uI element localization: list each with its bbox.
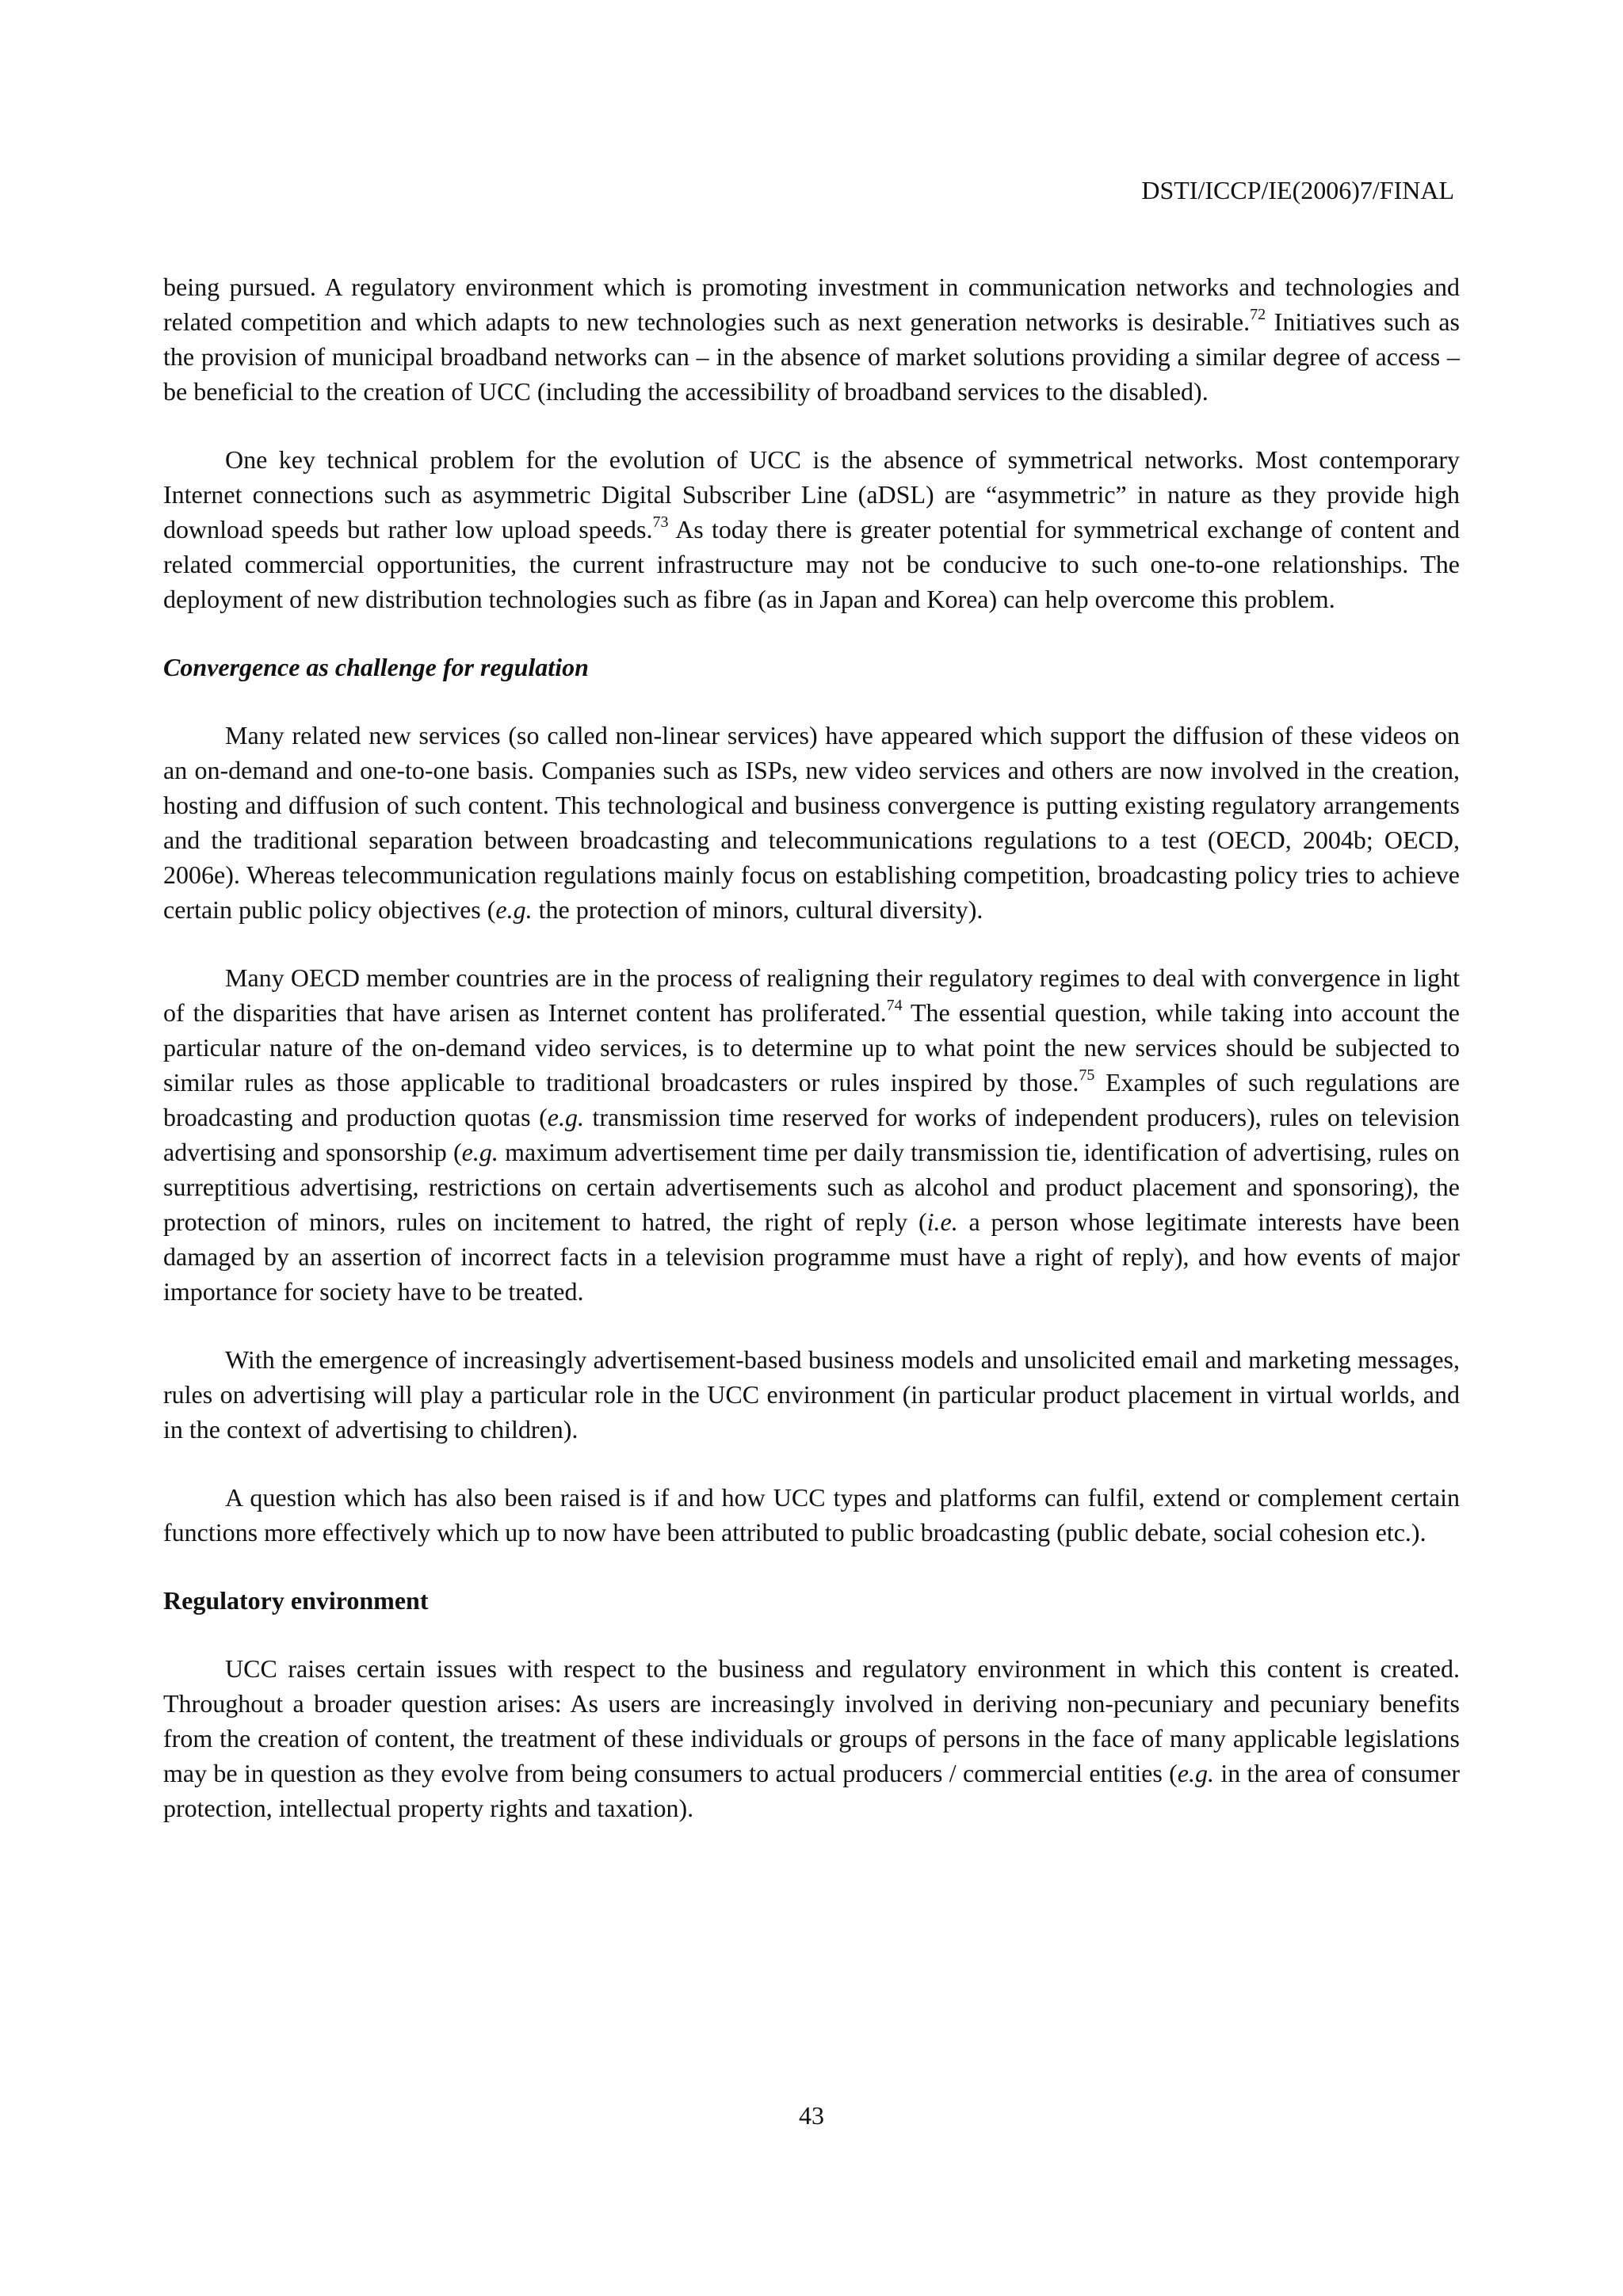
abbrev-eg: e.g.: [495, 895, 533, 924]
document-identifier: DSTI/ICCP/IE(2006)7/FINAL: [1141, 176, 1454, 204]
text-run: being pursued. A regulatory environment which is promoting investment in communication networks and technologies and related competition and which adapts to new technologies such as next generation networks is desirable.: [163, 273, 1460, 336]
body-text: [163, 269, 1460, 1825]
text-run: in the area of consumer protection, intellectual property rights and taxation).: [163, 1759, 1461, 1822]
section-heading-regulatory-environment: Regulatory environment: [163, 1586, 429, 1615]
text-run: transmission time reserved for works of independent producers), rules on television advertising and sponsorship (: [163, 1103, 1461, 1166]
page-number: 43: [799, 2101, 824, 2130]
paragraph-non-linear-services: [163, 718, 1460, 927]
abbrev-eg: e.g.: [547, 1103, 584, 1131]
text-run: Many related new services (so called non-linear services) have appeared which support the diffusion of these videos on an on-demand and one-to-one basis. Companies such as ISPs, new video services and others are now involved in the creation, hosting and diffusion of such content. This technological and business convergence is putting existing regulatory arrangements and the traditional separation between broadcasting and telecommunications regulations to a test (OECD, 2004b; OECD, 2006e). Whereas telecommunication regulations mainly focus on establishing competition, broadcasting policy tries to achieve certain public policy objectives (: [163, 721, 1460, 924]
section-heading-convergence: Convergence as challenge for regulation: [163, 653, 589, 681]
text-run: a person whose legitimate interests have been damaged by an assertion of incorrect facts in a television programme must have a right of reply), and how events of major importance for society have to be treated.: [163, 1207, 1461, 1306]
text-run: Initiatives such as the provision of municipal broadband networks can – in the absence of market solutions providing a similar degree of access – be beneficial to the creation of UCC (including the accessibility of broadband services to the disabled).: [163, 307, 1461, 406]
paragraph-regulatory-investment: [163, 269, 1460, 409]
text-run: The essential question, while taking into account the particular nature of the on-demand video services, is to determine up to what point the new services should be subjected to similar rules as those applicable to traditional broadcasters or rules inspired by those.: [163, 998, 1460, 1097]
text-run: maximum advertisement time per daily transmission tie, identification of advertising, rules on surreptitious advertising, restrictions on certain advertisements such as alcohol and product placement and sponsoring), the protection of minors, rules on incitement to hatred, the right of reply (: [163, 1138, 1461, 1236]
paragraph-regulatory-realignment: [163, 960, 1460, 1309]
footnote-ref-74[interactable]: 74: [886, 997, 903, 1014]
footnote-ref-73[interactable]: 73: [652, 513, 669, 531]
text-run: Examples of such regulations are broadcasting and production quotas (: [163, 1068, 1461, 1131]
abbrev-eg: e.g.: [461, 1138, 498, 1166]
paragraph-public-broadcasting: A question which has also been raised is if and how UCC types and platforms can fulfil, extend or complement certain functions more effectively which up to now have been attributed to public broadcasting (public debate, social cohesion etc.).: [163, 1483, 1460, 1547]
text-run: UCC raises certain issues with respect to the business and regulatory environment in which this content is created. Throughout a broader question arises: As users are increasingly involved in deriving non-pecuniary and pecuniary benefits from the creation of content, the treatment of these individuals or groups of persons in the face of many applicable legislations may be in question as they evolve from being consumers to actual producers / commercial entities (: [163, 1654, 1460, 1787]
text-run: Many OECD member countries are in the process of realigning their regulatory regimes to deal with convergence in light of the disparities that have arisen as Internet content has proliferated.: [163, 963, 1460, 1027]
paragraph-advertising-rules: With the emergence of increasingly advertisement-based business models and unsolicited email and marketing messages, rules on advertising will play a particular role in the UCC environment (in particular product placement in virtual worlds, and in the context of advertising to children).: [163, 1345, 1460, 1444]
paragraph-symmetrical-networks: [163, 442, 1460, 616]
footnote-ref-72[interactable]: 72: [1250, 306, 1266, 323]
abbrev-eg: e.g.: [1177, 1759, 1214, 1787]
text-run: the protection of minors, cultural diversity).: [532, 895, 983, 924]
abbrev-ie: i.e.: [926, 1207, 958, 1236]
paragraph-ucc-issues: [163, 1651, 1460, 1825]
text-run: As today there is greater potential for symmetrical exchange of content and related commercial opportunities, the current infrastructure may not be conducive to such one-to-one relationships. The deployment of new distribution technologies such as fibre (as in Japan and Korea) can help overcome this problem.: [163, 515, 1461, 613]
text-run: One key technical problem for the evolution of UCC is the absence of symmetrical networks. Most contemporary Internet connections such as asymmetric Digital Subscriber Line (aDSL) are “asymmetric” in nature as they provide high download speeds but rather low upload speeds.: [163, 445, 1460, 543]
footnote-ref-75[interactable]: 75: [1079, 1066, 1095, 1084]
